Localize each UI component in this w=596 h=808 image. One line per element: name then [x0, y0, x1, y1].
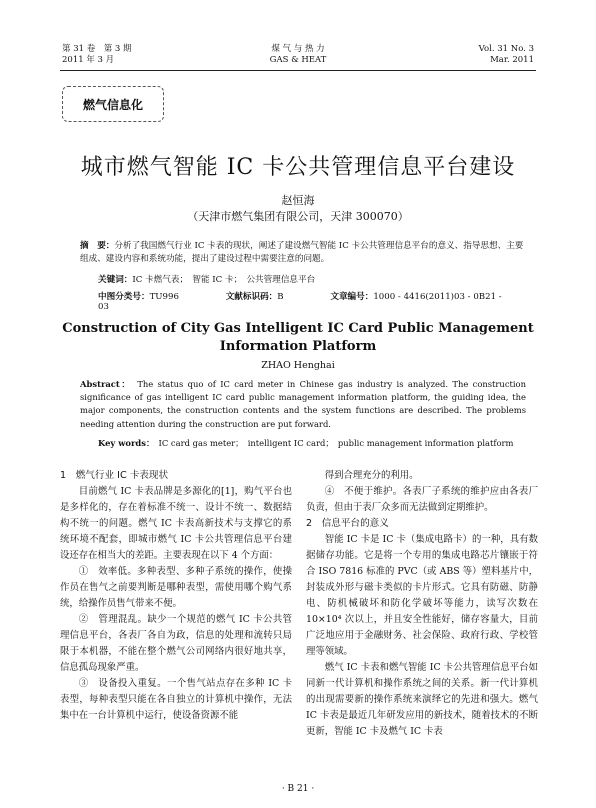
section-heading-2: 2 信息平台的意义 [306, 518, 389, 529]
header-rule [60, 70, 536, 71]
abstract-cn [80, 240, 526, 266]
paragraph: ③ 设备投入重复。一个售气站点存在多种 IC 卡表型，每种表型只能在各自独立的计算机中操作，无法集中在一台计算机中运行，使设备资源不能 [60, 678, 292, 721]
section-heading-1: 1 燃气行业 IC 卡表现状 [60, 470, 169, 481]
paragraph: ② 管理混乱。缺少一个规范的燃气 IC 卡公共管理信息平台，各表厂各自为政，信息的处理和流转只局限于本机器，不能在整个燃气公司网络内很好地共享，信息孤岛现象严重。 [60, 614, 292, 673]
body-column-left [60, 468, 292, 724]
keywords-en-text: IC card gas meter； intelligent IC card； public management information platform [158, 438, 514, 448]
abstract-cn-text: 分析了我国燃气行业 IC 卡表的现状，阐述了建设燃气智能 IC 卡公共管理信息平台的意义、指导思想、主要组成、建设内容和系统功能，提出了建设过程中需要注意的问题。 [80, 241, 524, 264]
paragraph: 燃气 IC 卡表和燃气智能 IC 卡公共管理信息平台如同新一代计算机和操作系统之间的关系。新一代计算机的出现需要新的操作系统来演绎它的先进和强大。燃气 IC 卡表是最近几年研发应用的新技术，随着技术的不断更新，智能 IC 卡及燃气 IC 卡表 [306, 662, 538, 737]
clc-label: 中图分类号： [98, 292, 150, 302]
doc-code-label: 文献标识码： [225, 292, 278, 302]
keywords-en [98, 437, 526, 449]
paragraph: ① 效率低。多种表型、多种子系统的操作，使操作员在售气之前要判断是哪种表型，需使用哪个购气系统，给操作员售气带来不便。 [60, 566, 292, 609]
classification-line [98, 290, 526, 312]
abstract-en-label: Abstract： [80, 379, 128, 389]
keywords-en-label: Key words： [98, 438, 151, 448]
clc-value: TU996 [149, 292, 179, 302]
abstract-en [80, 378, 526, 431]
keywords-cn-text: IC 卡燃气表； 智能 IC 卡； 公共管理信息平台 [132, 275, 316, 285]
doc-code-value: B [277, 292, 284, 302]
paragraph: 目前燃气 IC 卡表品牌是多源化的[1]，购气平台也是多样化的，存在着标准不统一、设计不统一、数据结构不统一的问题。燃气 IC 卡表高新技术与支撑它的系统环境不配套，即城市燃气 IC 卡公共管理信息平台建设还存在相当大的差距。主要表现在以下 4 个方面： [60, 486, 292, 561]
issue-date: 2011 年 3 月 [62, 55, 115, 65]
abstract-cn-label: 摘 要： [80, 241, 115, 251]
abstract-en-text: The status quo of IC card meter in Chinese gas industry is analyzed. The construction significance of gas intelligent IC card public management information platform, the guiding idea, the major components, the construction contents and the system functions are described. The problems needing attention during the construction are put forward. [80, 379, 526, 429]
keywords-cn [98, 273, 526, 285]
journal-name-en: GAS & HEAT [269, 55, 327, 65]
affiliation-cn: （天津市燃气集团有限公司，天津 300070） [187, 210, 409, 223]
author-cn: 赵恒海 [281, 194, 315, 207]
journal-name-cn: 煤 气 与 热 力 [271, 44, 325, 54]
issue-date-en: Mar. 2011 [490, 55, 534, 65]
author-en: ZHAO Henghai [261, 360, 335, 371]
paragraph: ④ 不便于维护。各表厂子系统的维护应由各表厂负责，但由于表厂众多而无法做到定期维护。 [306, 486, 538, 513]
volume-issue-en: Vol. 31 No. 3 [478, 44, 534, 54]
keywords-cn-label: 关键词： [98, 275, 133, 285]
body-column-right [306, 468, 538, 740]
article-title-en: Construction of City Gas Intelligent IC Card Public Management Information Platform [62, 321, 534, 354]
paragraph: 智能 IC 卡是 IC 卡（集成电路卡）的一种，具有数据储存功能。它是将一个专用的集成电路芯片镶嵌于符合 ISO 7816 标准的 PVC（或 ABS 等）塑料基片中，封装成外形与磁卡类似的卡片形式。它具有防磁、防静电、防机械破坏和防化学破坏等能力，读写次数在 10×10⁴ 次以上，并且安全性能好，储存容量大，目前广泛地应用于金融财务、社会保险、政府行政、学校管理等领域。 [306, 534, 538, 657]
paragraph: 得到合理充分的利用。 [324, 470, 419, 481]
article-no-value: 1000 - 4416(2011)03 - 0B21 - 03 [98, 292, 502, 312]
article-no-label: 文章编号： [330, 292, 374, 302]
section-tag: 燃气信息化 [62, 86, 164, 122]
journal-volume-info-en [479, 44, 534, 66]
article-title-cn: 城市燃气智能 IC 卡公共管理信息平台建设 [80, 155, 516, 180]
page-number: · B 21 · [281, 784, 315, 794]
volume-issue: 第 31 卷 第 3 期 [62, 44, 132, 54]
